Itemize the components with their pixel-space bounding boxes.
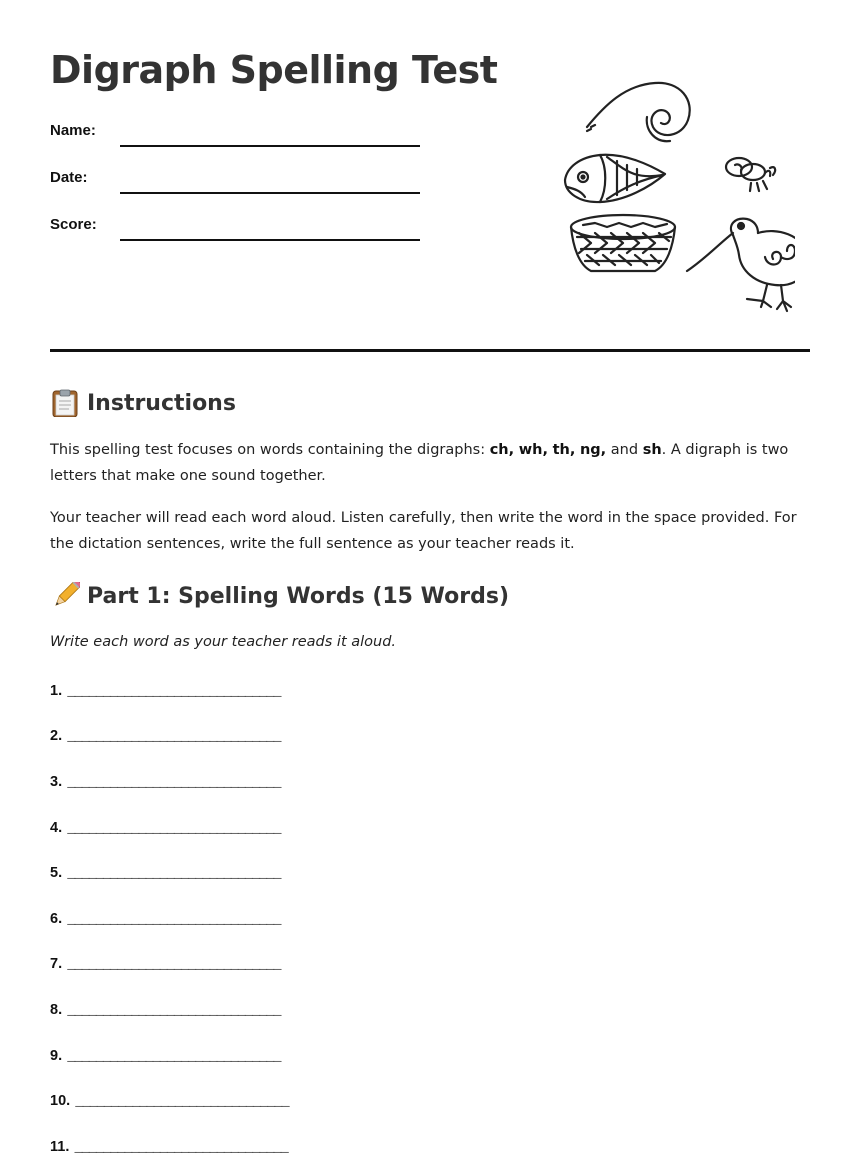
digraph-th: th, [552, 442, 576, 458]
date-line [120, 192, 420, 194]
kiwi-bird-icon [687, 219, 795, 311]
page-title: Digraph Spelling Test [50, 48, 498, 92]
koru-icon [587, 83, 690, 141]
instructions-heading-text: Instructions [87, 390, 236, 416]
score-line [120, 239, 420, 241]
item-number: 9. [50, 1048, 63, 1064]
spelling-item [50, 680, 280, 700]
answer-blank[interactable]: ______________________________ [67, 1049, 281, 1065]
instructions-intro-text: This spelling test focuses on words containing the digraphs: [50, 442, 490, 458]
item-number: 3. [50, 774, 63, 790]
answer-blank[interactable]: ______________________________ [67, 912, 281, 928]
name-field [50, 116, 430, 146]
digraph-ng: ng, [579, 442, 607, 458]
part1-heading [50, 582, 509, 610]
answer-blank[interactable]: ______________________________ [67, 684, 281, 700]
name-line [120, 145, 420, 147]
answer-blank[interactable]: ______________________________ [67, 866, 281, 882]
spelling-item [50, 771, 280, 791]
spelling-item [50, 908, 280, 928]
digraph-ch: ch, [489, 442, 515, 458]
item-number: 2. [50, 728, 63, 744]
part1-heading-text: Part 1: Spelling Words (15 Words) [87, 583, 509, 609]
score-field [50, 210, 430, 240]
spelling-item [50, 725, 280, 745]
item-number: 6. [50, 911, 63, 927]
item-number: 4. [50, 820, 63, 836]
moth-icon [726, 158, 775, 191]
instructions-rest-text: . A digraph is two letters that make one sound together. [50, 442, 789, 484]
maori-illustration [555, 75, 795, 315]
spelling-item [50, 1090, 288, 1110]
basket-icon [571, 215, 675, 271]
fish-icon [565, 155, 665, 202]
answer-blank[interactable]: ______________________________ [67, 729, 281, 745]
instructions-heading [50, 389, 236, 417]
answer-blank[interactable]: ______________________________ [67, 775, 281, 791]
spelling-item [50, 1136, 288, 1156]
section-divider [50, 349, 810, 352]
spelling-item [50, 817, 280, 837]
answer-blank[interactable]: ______________________________ [67, 1003, 281, 1019]
answer-blank[interactable]: ______________________________ [74, 1140, 288, 1156]
item-number: 10. [50, 1093, 71, 1109]
name-label: Name: [50, 122, 96, 139]
clipboard-icon [50, 389, 80, 417]
date-field [50, 163, 430, 193]
item-number: 1. [50, 683, 63, 699]
item-number: 11. [50, 1139, 70, 1155]
answer-blank[interactable]: ______________________________ [67, 957, 281, 973]
answer-blank[interactable]: ______________________________ [67, 821, 281, 837]
spelling-item [50, 999, 280, 1019]
item-number: 5. [50, 865, 63, 881]
digraph-wh: wh, [518, 442, 548, 458]
pencil-icon [50, 582, 80, 610]
answer-blank[interactable]: ______________________________ [75, 1094, 289, 1110]
instructions-paragraph-1 [50, 437, 810, 489]
score-label: Score: [50, 216, 97, 233]
item-number: 8. [50, 1002, 63, 1018]
digraph-sh: sh [642, 442, 662, 458]
spelling-item [50, 862, 280, 882]
item-number: 7. [50, 956, 63, 972]
instructions-and-text: and [610, 442, 639, 458]
date-label: Date: [50, 169, 88, 186]
spelling-item [50, 953, 280, 973]
spelling-item [50, 1045, 280, 1065]
part1-subtitle: Write each word as your teacher reads it aloud. [50, 634, 397, 650]
instructions-paragraph-2: Your teacher will read each word aloud. Listen carefully, then write the word in the space provided. For the dictation sentences, write the full sentence as your teacher reads it. [50, 510, 797, 552]
